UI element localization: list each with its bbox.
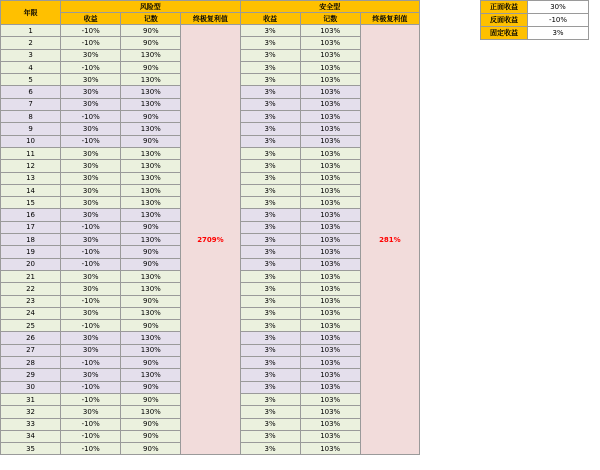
cell-period[interactable]: 22 <box>1 283 61 295</box>
cell-risk-return[interactable]: 30% <box>61 344 121 356</box>
cell-period[interactable]: 2 <box>1 37 61 49</box>
cell-risk-index[interactable]: 130% <box>121 270 181 282</box>
cell-safe-return[interactable]: 3% <box>240 320 300 332</box>
cell-safe-return[interactable]: 3% <box>240 160 300 172</box>
cell-risk-return[interactable]: 30% <box>61 307 121 319</box>
cell-risk-return[interactable]: 30% <box>61 369 121 381</box>
cell-risk-index[interactable]: 130% <box>121 147 181 159</box>
cell-period[interactable]: 30 <box>1 381 61 393</box>
cell-period[interactable]: 8 <box>1 111 61 123</box>
cell-period[interactable]: 3 <box>1 49 61 61</box>
param-label[interactable]: 反面收益 <box>481 14 528 27</box>
cell-safe-return[interactable]: 3% <box>240 270 300 282</box>
cell-risk-index[interactable]: 90% <box>121 111 181 123</box>
cell-risk-index[interactable]: 90% <box>121 393 181 405</box>
cell-risk-return[interactable]: -10% <box>61 111 121 123</box>
cell-safe-index[interactable]: 103% <box>300 135 360 147</box>
cell-period[interactable]: 6 <box>1 86 61 98</box>
cell-safe-index[interactable]: 103% <box>300 98 360 110</box>
cell-risk-index[interactable]: 90% <box>121 221 181 233</box>
cell-safe-return[interactable]: 3% <box>240 135 300 147</box>
cell-risk-return[interactable]: 30% <box>61 86 121 98</box>
cell-period[interactable]: 35 <box>1 443 61 455</box>
cell-risk-index[interactable]: 130% <box>121 307 181 319</box>
cell-safe-index[interactable]: 103% <box>300 418 360 430</box>
param-value[interactable]: 30% <box>528 1 589 14</box>
cell-safe-index[interactable]: 103% <box>300 147 360 159</box>
cell-risk-return[interactable]: -10% <box>61 418 121 430</box>
cell-risk-return[interactable]: -10% <box>61 381 121 393</box>
cell-risk-index[interactable]: 130% <box>121 234 181 246</box>
cell-period[interactable]: 34 <box>1 430 61 442</box>
header-period[interactable]: 年限 <box>1 1 61 25</box>
cell-safe-return[interactable]: 3% <box>240 369 300 381</box>
cell-risk-index[interactable]: 90% <box>121 430 181 442</box>
cell-risk-index[interactable]: 90% <box>121 135 181 147</box>
cell-risk-index[interactable]: 90% <box>121 61 181 73</box>
header-risk-return[interactable]: 收益 <box>61 13 121 25</box>
cell-period[interactable]: 19 <box>1 246 61 258</box>
cell-safe-index[interactable]: 103% <box>300 86 360 98</box>
cell-risk-return[interactable]: -10% <box>61 430 121 442</box>
cell-safe-index[interactable]: 103% <box>300 369 360 381</box>
cell-risk-return[interactable]: -10% <box>61 320 121 332</box>
cell-risk-index[interactable]: 130% <box>121 184 181 196</box>
header-safe-final[interactable]: 终极复利值 <box>360 13 419 25</box>
cell-safe-return[interactable]: 3% <box>240 393 300 405</box>
cell-risk-index[interactable]: 90% <box>121 246 181 258</box>
cell-safe-return[interactable]: 3% <box>240 443 300 455</box>
header-safe-index[interactable]: 记数 <box>300 13 360 25</box>
cell-risk-return[interactable]: -10% <box>61 246 121 258</box>
cell-safe-index[interactable]: 103% <box>300 344 360 356</box>
cell-safe-return[interactable]: 3% <box>240 406 300 418</box>
cell-safe-index[interactable]: 103% <box>300 332 360 344</box>
cell-risk-return[interactable]: -10% <box>61 258 121 270</box>
cell-safe-index[interactable]: 103% <box>300 295 360 307</box>
cell-period[interactable]: 29 <box>1 369 61 381</box>
cell-risk-index[interactable]: 90% <box>121 381 181 393</box>
cell-safe-return[interactable]: 3% <box>240 123 300 135</box>
cell-safe-index[interactable]: 103% <box>300 74 360 86</box>
cell-period[interactable]: 15 <box>1 197 61 209</box>
cell-risk-return[interactable]: -10% <box>61 221 121 233</box>
cell-period[interactable]: 31 <box>1 393 61 405</box>
cell-risk-return[interactable]: 30% <box>61 406 121 418</box>
cell-risk-return[interactable]: -10% <box>61 393 121 405</box>
header-risk-final[interactable]: 终极复利值 <box>181 13 240 25</box>
cell-risk-return[interactable]: -10% <box>61 295 121 307</box>
cell-safe-index[interactable]: 103% <box>300 197 360 209</box>
header-safe-group[interactable]: 安全型 <box>240 1 419 13</box>
header-risk-index[interactable]: 记数 <box>121 13 181 25</box>
cell-safe-index[interactable]: 103% <box>300 61 360 73</box>
cell-safe-index[interactable]: 103% <box>300 172 360 184</box>
cell-safe-index[interactable]: 103% <box>300 184 360 196</box>
cell-safe-return[interactable]: 3% <box>240 209 300 221</box>
cell-safe-index[interactable]: 103% <box>300 381 360 393</box>
safe-final-value[interactable]: 281% <box>360 25 419 455</box>
param-row <box>481 1 589 14</box>
cell-safe-index[interactable]: 103% <box>300 270 360 282</box>
cell-risk-index[interactable]: 130% <box>121 49 181 61</box>
cell-safe-return[interactable]: 3% <box>240 98 300 110</box>
cell-safe-return[interactable]: 3% <box>240 283 300 295</box>
cell-period[interactable]: 23 <box>1 295 61 307</box>
cell-safe-index[interactable]: 103% <box>300 307 360 319</box>
cell-safe-index[interactable]: 103% <box>300 406 360 418</box>
cell-safe-index[interactable]: 103% <box>300 258 360 270</box>
cell-safe-return[interactable]: 3% <box>240 197 300 209</box>
cell-risk-index[interactable]: 130% <box>121 74 181 86</box>
cell-period[interactable]: 32 <box>1 406 61 418</box>
header-safe-return[interactable]: 收益 <box>240 13 300 25</box>
cell-risk-index[interactable]: 90% <box>121 258 181 270</box>
cell-risk-index[interactable]: 90% <box>121 37 181 49</box>
cell-risk-index[interactable]: 130% <box>121 209 181 221</box>
cell-safe-index[interactable]: 103% <box>300 246 360 258</box>
cell-risk-return[interactable]: 30% <box>61 184 121 196</box>
cell-risk-index[interactable]: 130% <box>121 344 181 356</box>
cell-risk-index[interactable]: 90% <box>121 418 181 430</box>
cell-safe-return[interactable]: 3% <box>240 332 300 344</box>
cell-safe-index[interactable]: 103% <box>300 49 360 61</box>
cell-period[interactable]: 27 <box>1 344 61 356</box>
param-row <box>481 14 589 27</box>
cell-risk-index[interactable]: 90% <box>121 320 181 332</box>
cell-risk-return[interactable]: 30% <box>61 147 121 159</box>
cell-risk-return[interactable]: -10% <box>61 443 121 455</box>
param-value[interactable]: -10% <box>528 14 589 27</box>
cell-safe-index[interactable]: 103% <box>300 37 360 49</box>
cell-period[interactable]: 25 <box>1 320 61 332</box>
cell-risk-index[interactable]: 130% <box>121 406 181 418</box>
cell-safe-index[interactable]: 103% <box>300 111 360 123</box>
table-row <box>1 25 420 37</box>
cell-risk-return[interactable]: -10% <box>61 25 121 37</box>
cell-period[interactable]: 18 <box>1 234 61 246</box>
cell-safe-return[interactable]: 3% <box>240 184 300 196</box>
cell-period[interactable]: 9 <box>1 123 61 135</box>
cell-safe-index[interactable]: 103% <box>300 283 360 295</box>
cell-safe-index[interactable]: 103% <box>300 25 360 37</box>
cell-risk-index[interactable]: 130% <box>121 98 181 110</box>
cell-risk-return[interactable]: 30% <box>61 172 121 184</box>
cell-risk-return[interactable]: 30% <box>61 49 121 61</box>
cell-risk-return[interactable]: 30% <box>61 123 121 135</box>
cell-safe-index[interactable]: 103% <box>300 393 360 405</box>
cell-period[interactable]: 5 <box>1 74 61 86</box>
cell-safe-return[interactable]: 3% <box>240 61 300 73</box>
cell-period[interactable]: 24 <box>1 307 61 319</box>
cell-period[interactable]: 12 <box>1 160 61 172</box>
cell-risk-return[interactable]: 30% <box>61 234 121 246</box>
cell-safe-return[interactable]: 3% <box>240 381 300 393</box>
parameters-table <box>480 0 589 40</box>
header-risk-group[interactable]: 风险型 <box>61 1 240 13</box>
cell-risk-index[interactable]: 130% <box>121 86 181 98</box>
cell-safe-index[interactable]: 103% <box>300 430 360 442</box>
cell-safe-index[interactable]: 103% <box>300 234 360 246</box>
cell-risk-index[interactable]: 130% <box>121 369 181 381</box>
cell-safe-return[interactable]: 3% <box>240 246 300 258</box>
cell-risk-index[interactable]: 130% <box>121 332 181 344</box>
cell-risk-return[interactable]: -10% <box>61 357 121 369</box>
cell-safe-return[interactable]: 3% <box>240 221 300 233</box>
cell-period[interactable]: 14 <box>1 184 61 196</box>
cell-safe-return[interactable]: 3% <box>240 111 300 123</box>
risk-final-value[interactable]: 2709% <box>181 25 240 455</box>
cell-period[interactable]: 33 <box>1 418 61 430</box>
cell-safe-return[interactable]: 3% <box>240 344 300 356</box>
cell-risk-return[interactable]: 30% <box>61 74 121 86</box>
cell-risk-index[interactable]: 90% <box>121 357 181 369</box>
cell-period[interactable]: 11 <box>1 147 61 159</box>
cell-period[interactable]: 21 <box>1 270 61 282</box>
cell-risk-index[interactable]: 130% <box>121 123 181 135</box>
cell-safe-index[interactable]: 103% <box>300 160 360 172</box>
cell-safe-return[interactable]: 3% <box>240 307 300 319</box>
cell-safe-return[interactable]: 3% <box>240 357 300 369</box>
cell-safe-index[interactable]: 103% <box>300 123 360 135</box>
cell-risk-return[interactable]: -10% <box>61 37 121 49</box>
cell-safe-return[interactable]: 3% <box>240 234 300 246</box>
cell-risk-return[interactable]: -10% <box>61 61 121 73</box>
cell-safe-return[interactable]: 3% <box>240 86 300 98</box>
cell-risk-return[interactable]: 30% <box>61 98 121 110</box>
cell-risk-index[interactable]: 130% <box>121 160 181 172</box>
cell-risk-return[interactable]: -10% <box>61 135 121 147</box>
cell-risk-return[interactable]: 30% <box>61 160 121 172</box>
cell-period[interactable]: 4 <box>1 61 61 73</box>
cell-safe-return[interactable]: 3% <box>240 295 300 307</box>
cell-risk-index[interactable]: 90% <box>121 295 181 307</box>
cell-risk-index[interactable]: 90% <box>121 443 181 455</box>
cell-safe-return[interactable]: 3% <box>240 25 300 37</box>
cell-safe-index[interactable]: 103% <box>300 221 360 233</box>
cell-safe-index[interactable]: 103% <box>300 209 360 221</box>
param-label[interactable]: 正面收益 <box>481 1 528 14</box>
cell-safe-return[interactable]: 3% <box>240 37 300 49</box>
cell-risk-index[interactable]: 130% <box>121 283 181 295</box>
cell-period[interactable]: 1 <box>1 25 61 37</box>
param-row <box>481 27 589 40</box>
cell-period[interactable]: 7 <box>1 98 61 110</box>
cell-safe-index[interactable]: 103% <box>300 357 360 369</box>
cell-period[interactable]: 13 <box>1 172 61 184</box>
cell-period[interactable]: 10 <box>1 135 61 147</box>
cell-safe-return[interactable]: 3% <box>240 430 300 442</box>
cell-risk-index[interactable]: 130% <box>121 172 181 184</box>
cell-period[interactable]: 16 <box>1 209 61 221</box>
cell-period[interactable]: 17 <box>1 221 61 233</box>
cell-risk-return[interactable]: 30% <box>61 209 121 221</box>
cell-safe-return[interactable]: 3% <box>240 258 300 270</box>
cell-safe-return[interactable]: 3% <box>240 418 300 430</box>
cell-risk-return[interactable]: 30% <box>61 197 121 209</box>
cell-risk-return[interactable]: 30% <box>61 332 121 344</box>
cell-safe-index[interactable]: 103% <box>300 320 360 332</box>
param-label[interactable]: 固定收益 <box>481 27 528 40</box>
cell-period[interactable]: 20 <box>1 258 61 270</box>
cell-risk-index[interactable]: 90% <box>121 25 181 37</box>
cell-period[interactable]: 26 <box>1 332 61 344</box>
table-body <box>1 25 420 455</box>
cell-risk-index[interactable]: 130% <box>121 197 181 209</box>
param-value[interactable]: 3% <box>528 27 589 40</box>
cell-safe-return[interactable]: 3% <box>240 147 300 159</box>
cell-risk-return[interactable]: 30% <box>61 270 121 282</box>
cell-safe-return[interactable]: 3% <box>240 172 300 184</box>
cell-safe-return[interactable]: 3% <box>240 74 300 86</box>
cell-period[interactable]: 28 <box>1 357 61 369</box>
cell-safe-index[interactable]: 103% <box>300 443 360 455</box>
cell-safe-return[interactable]: 3% <box>240 49 300 61</box>
cell-risk-return[interactable]: 30% <box>61 283 121 295</box>
